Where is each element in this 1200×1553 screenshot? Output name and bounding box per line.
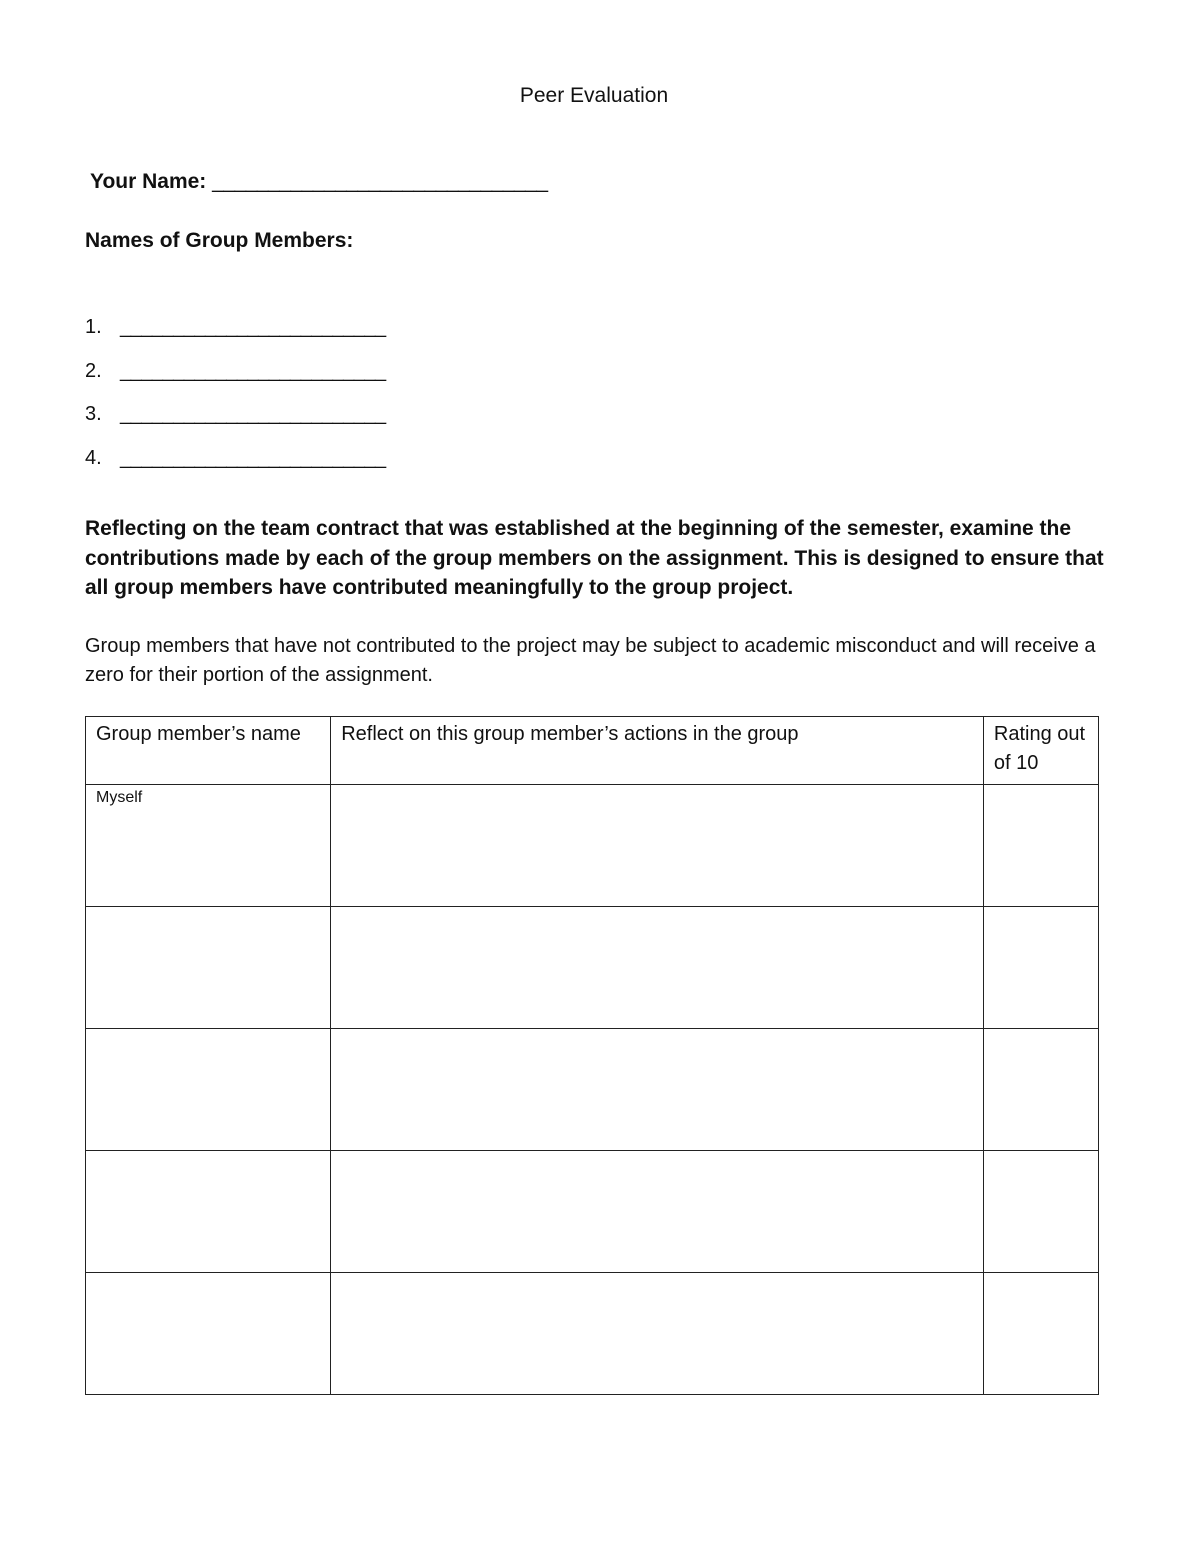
member-slot — [85, 403, 386, 447]
peer-evaluation-table — [85, 716, 1099, 1395]
your-name-field — [90, 170, 548, 194]
member-name-cell[interactable] — [86, 1029, 331, 1151]
reflection-cell[interactable] — [331, 1151, 984, 1273]
member-blank: _________________________ — [120, 446, 386, 469]
member-list — [85, 316, 386, 490]
table-row — [86, 1273, 1099, 1395]
member-slot — [85, 360, 386, 404]
member-number: 3. — [85, 403, 102, 425]
member-name-cell[interactable] — [86, 1151, 331, 1273]
member-name-cell[interactable] — [86, 1273, 331, 1395]
reflection-cell[interactable] — [331, 1273, 984, 1395]
group-members-label: Names of Group Members: — [85, 229, 354, 252]
rating-cell[interactable] — [983, 785, 1098, 907]
member-blank: _________________________ — [120, 316, 386, 338]
your-name-blank: ______________________________ — [212, 170, 548, 193]
member-number: 1. — [85, 316, 102, 338]
instructions-paragraph: Reflecting on the team contract that was established at the beginning of the semester, examine the contributions made by each of the group members on the assignment. This is designed to ensure that all group members have contributed meaningfully to the group project. — [85, 517, 1104, 599]
table-row — [86, 1029, 1099, 1151]
member-blank: _________________________ — [120, 359, 386, 382]
rating-cell[interactable] — [983, 1151, 1098, 1273]
page-title: Peer Evaluation — [519, 84, 669, 107]
table-row — [86, 785, 1099, 907]
rating-cell[interactable] — [983, 1029, 1098, 1151]
member-slot — [85, 447, 386, 491]
warning-paragraph: Group members that have not contributed to the project may be subject to academic misconduct and will receive a zero for their portion of the assignment. — [85, 635, 1096, 686]
reflection-cell[interactable] — [331, 785, 984, 907]
table-row — [86, 907, 1099, 1029]
member-number: 4. — [85, 446, 102, 469]
rating-cell[interactable] — [983, 1273, 1098, 1395]
member-blank: _________________________ — [120, 403, 386, 425]
member-name-cell[interactable] — [86, 907, 331, 1029]
reflection-cell[interactable] — [331, 907, 984, 1029]
header-member-name: Group member’s name — [86, 717, 331, 785]
your-name-label: Your Name: — [90, 170, 207, 193]
member-number: 2. — [85, 359, 102, 382]
table-header-row — [86, 717, 1099, 785]
member-name-cell[interactable]: Myself — [86, 785, 331, 907]
member-slot — [85, 316, 386, 360]
header-reflect: Reflect on this group member’s actions in the group — [331, 717, 984, 785]
table-row — [86, 1151, 1099, 1273]
reflection-cell[interactable] — [331, 1029, 984, 1151]
header-rating: Rating out of 10 — [983, 717, 1098, 785]
rating-cell[interactable] — [983, 907, 1098, 1029]
